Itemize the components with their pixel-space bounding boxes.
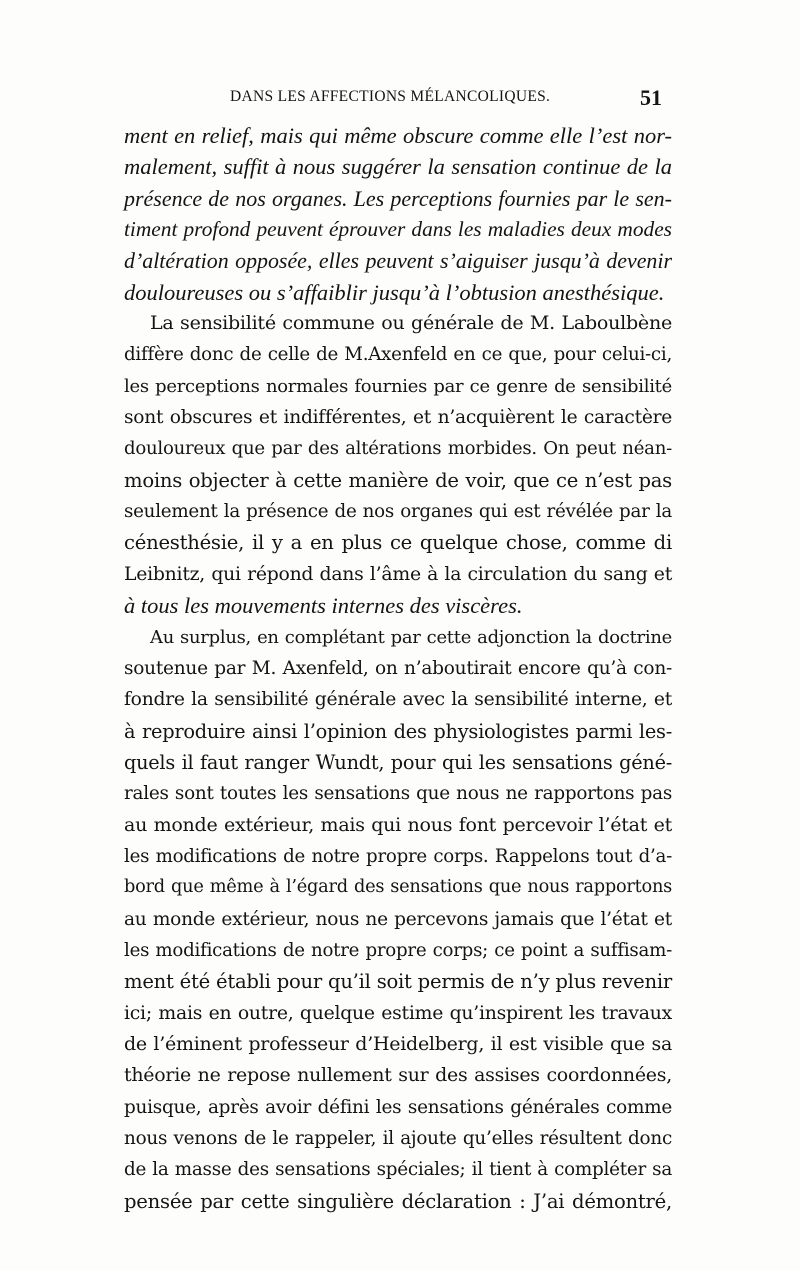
text-line: nous venons de le rappeler, il ajoute qu’elles résultent donc [124,1128,672,1149]
text-line: soutenue par M. Axenfeld, on n’aboutirait encore qu’à con- [124,657,672,679]
running-title: DANS LES AFFECTIONS MÉLANCOLIQUES. [230,88,551,105]
text-line: moins objecter à cette manière de voir, que ce n’est pas [124,468,672,492]
running-head [122,85,662,114]
text-line: douloureux que par des altérations morbides. On peut néan- [124,438,672,460]
text-line: au monde extérieur, mais qui nous font percevoir l’état et [124,813,672,836]
text-line: ment été établi pour qu’il soit permis de n’y plus revenir [124,970,672,994]
text-line: quels il faut ranger Wundt, pour qui les sensations géné- [124,750,672,774]
text-line: Au surplus, en complétant par cette adjonction la doctrine [150,626,672,648]
text-line: douloureuses ou s’affaiblir jusqu’à l’obtusion anesthésique. [124,279,665,305]
text-line: ici; mais en outre, quelque estime qu’inspirent les travaux [124,1002,672,1024]
text-line: seulement la présence de nos organes qui est révélée par la [124,501,672,523]
text-line: malement, suffit à nous suggérer la sensation continue de la [124,154,672,180]
text-line: sont obscures et indifférentes, et n’acquièrent le caractère [124,407,672,429]
text-line: de l’éminent professeur d’Heidelberg, il est visible que sa [124,1032,672,1055]
text-line: timent profond peuvent éprouver dans les maladies deux modes [124,217,672,242]
text-line: pensée par cette singulière déclaration : J’ai démontré, [124,1189,672,1213]
text-line: Leibnitz, qui répond dans l’âme à la circulation du sang et [124,563,672,585]
text-line: cénesthésie, il y a en plus ce quelque chose, comme di [124,531,672,555]
text-line: d’altération opposée, elles peuvent s’aiguiser jusqu’à devenir [124,248,672,274]
text-line: puisque, après avoir défini les sensations générales comme [124,1096,672,1118]
text-line: bord que même à l’égard des sensations que nous rapportons [124,877,672,898]
text-line: les modifications de notre propre corps. Rappelons tout d’a- [124,845,672,867]
text-line: diffère donc de celle de M.Axenfeld en ce que, pour celui-ci, [124,344,672,366]
text-line: à tous les mouvements internes des viscères. [124,593,523,619]
text-line: ment en relief, mais qui même obscure comme elle l’est nor- [124,123,672,148]
text-line: de la masse des sensations spéciales; il tient à compléter sa [124,1159,672,1181]
text-line: fondre la sensibilité générale avec la sensibilité interne, et [124,689,672,711]
text-line: les modifications de notre propre corps; ce point a suffisam- [124,939,672,961]
text-line: théorie ne repose nullement sur des assises coordonnées, [124,1064,672,1087]
body-text [124,120,672,1217]
text-line: au monde extérieur, nous ne percevons jamais que l’état et [124,908,672,930]
text-line: à reproduire ainsi l’opinion des physiologistes parmi les- [124,719,672,743]
text-line: présence de nos organes. Les perceptions fournies par le sen- [124,185,672,211]
page-number: 51 [640,85,662,110]
text-line: les perceptions normales fournies par ce genre de sensibilité [124,375,672,397]
text-line: rales sont toutes les sensations que nous ne rapportons pas [124,783,672,805]
text-line: La sensibilité commune ou générale de M. Laboulbène [150,312,672,335]
